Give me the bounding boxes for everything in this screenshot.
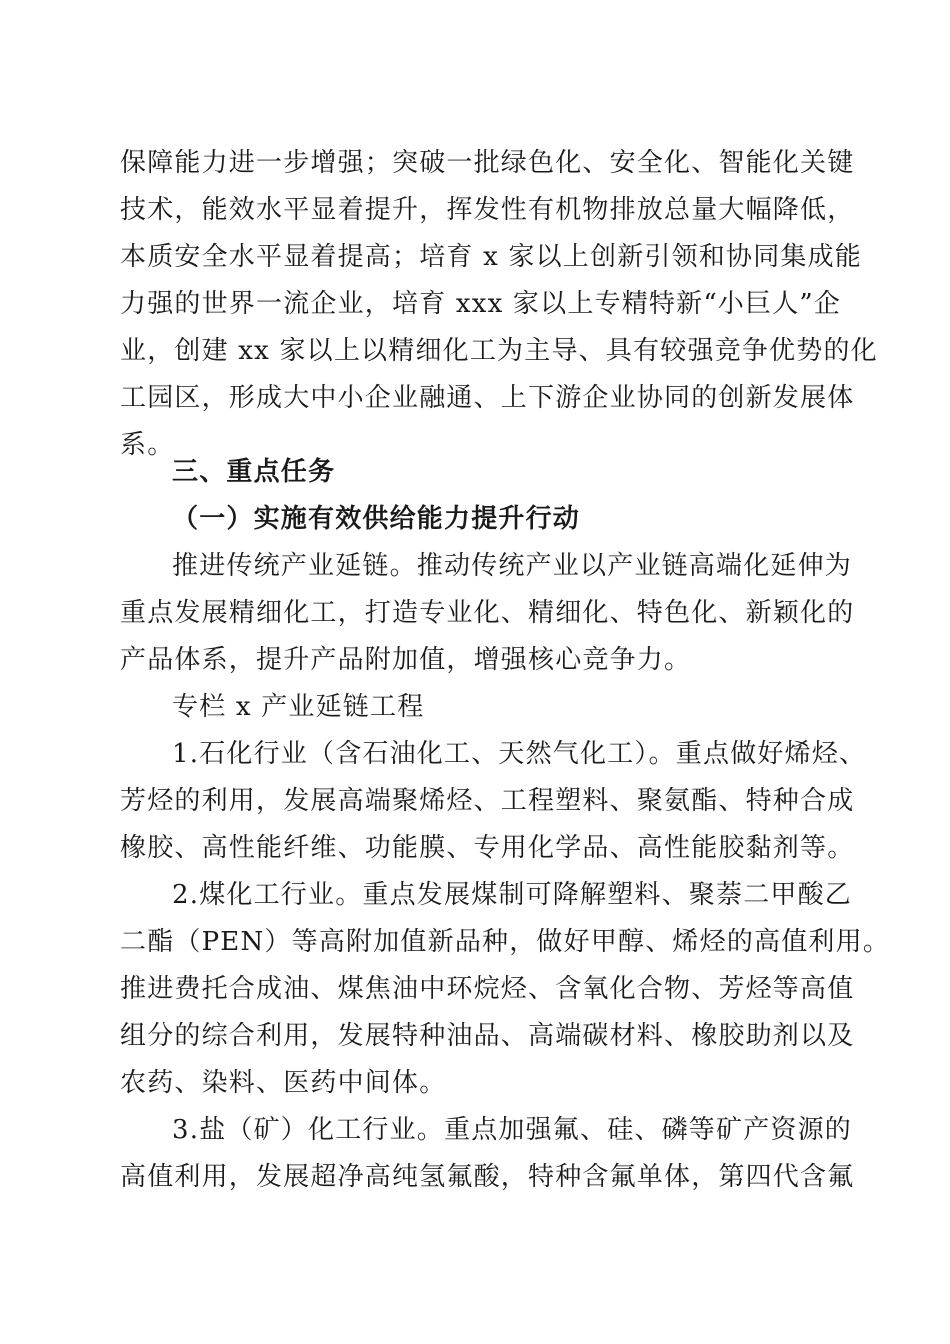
paragraph-line: 工园区，形成大中小企业融通、上下游企业协同的创新发展体 bbox=[120, 383, 855, 413]
paragraph-line: 本质安全水平显着提高；培育 x 家以上创新引领和协同集成能 bbox=[120, 242, 862, 272]
paragraph-line: 重点发展精细化工，打造专业化、精细化、特色化、新颖化的 bbox=[120, 598, 855, 628]
list-item-line: 高值利用，发展超净高纯氢氟酸，特种含氟单体，第四代含氟 bbox=[120, 1162, 855, 1192]
section-heading: 三、重点任务 bbox=[172, 457, 336, 487]
list-item-line: 推进费托合成油、煤焦油中环烷烃、含氧化合物、芳烃等高值 bbox=[120, 974, 855, 1004]
list-item-line: 1.石化行业（含石油化工、天然气化工）。重点做好烯烃、 bbox=[172, 739, 867, 769]
list-item-line: 橡胶、高性能纤维、功能膜、专用化学品、高性能胶黏剂等。 bbox=[120, 833, 855, 863]
paragraph-line: 产品体系，提升产品附加值，增强核心竞争力。 bbox=[120, 645, 692, 675]
column-title: 专栏 x 产业延链工程 bbox=[172, 692, 425, 722]
paragraph-line: 力强的世界一流企业，培育 xxx 家以上专精特新“小巨人”企 bbox=[120, 289, 842, 319]
subsection-heading: （一）实施有效供给能力提升行动 bbox=[172, 504, 581, 534]
list-item-line: 组分的综合利用，发展特种油品、高端碳材料、橡胶助剂以及 bbox=[120, 1021, 855, 1051]
paragraph-line: 业，创建 xx 家以上以精细化工为主导、具有较强竞争优势的化 bbox=[120, 336, 878, 366]
list-item-line: 农药、染料、医药中间体。 bbox=[120, 1068, 447, 1098]
paragraph-line: 系。 bbox=[120, 430, 175, 460]
list-item-line: 3.盐（矿）化工行业。重点加强氟、硅、磷等矿产资源的 bbox=[172, 1115, 853, 1145]
paragraph-line: 保障能力进一步增强；突破一批绿色化、安全化、智能化关键 bbox=[120, 148, 855, 178]
paragraph-line: 推进传统产业延链。推动传统产业以产业链高端化延伸为 bbox=[172, 551, 853, 581]
list-item-line: 芳烃的利用，发展高端聚烯烃、工程塑料、聚氨酯、特种合成 bbox=[120, 786, 855, 816]
list-item-line: 2.煤化工行业。重点发展煤制可降解塑料、聚萘二甲酸乙 bbox=[172, 880, 853, 910]
list-item-line: 二酯（PEN）等高附加值新品种，做好甲醇、烯烃的高值利用。 bbox=[120, 927, 891, 957]
paragraph-line: 技术，能效水平显着提升，挥发性有机物排放总量大幅降低， bbox=[120, 195, 855, 225]
